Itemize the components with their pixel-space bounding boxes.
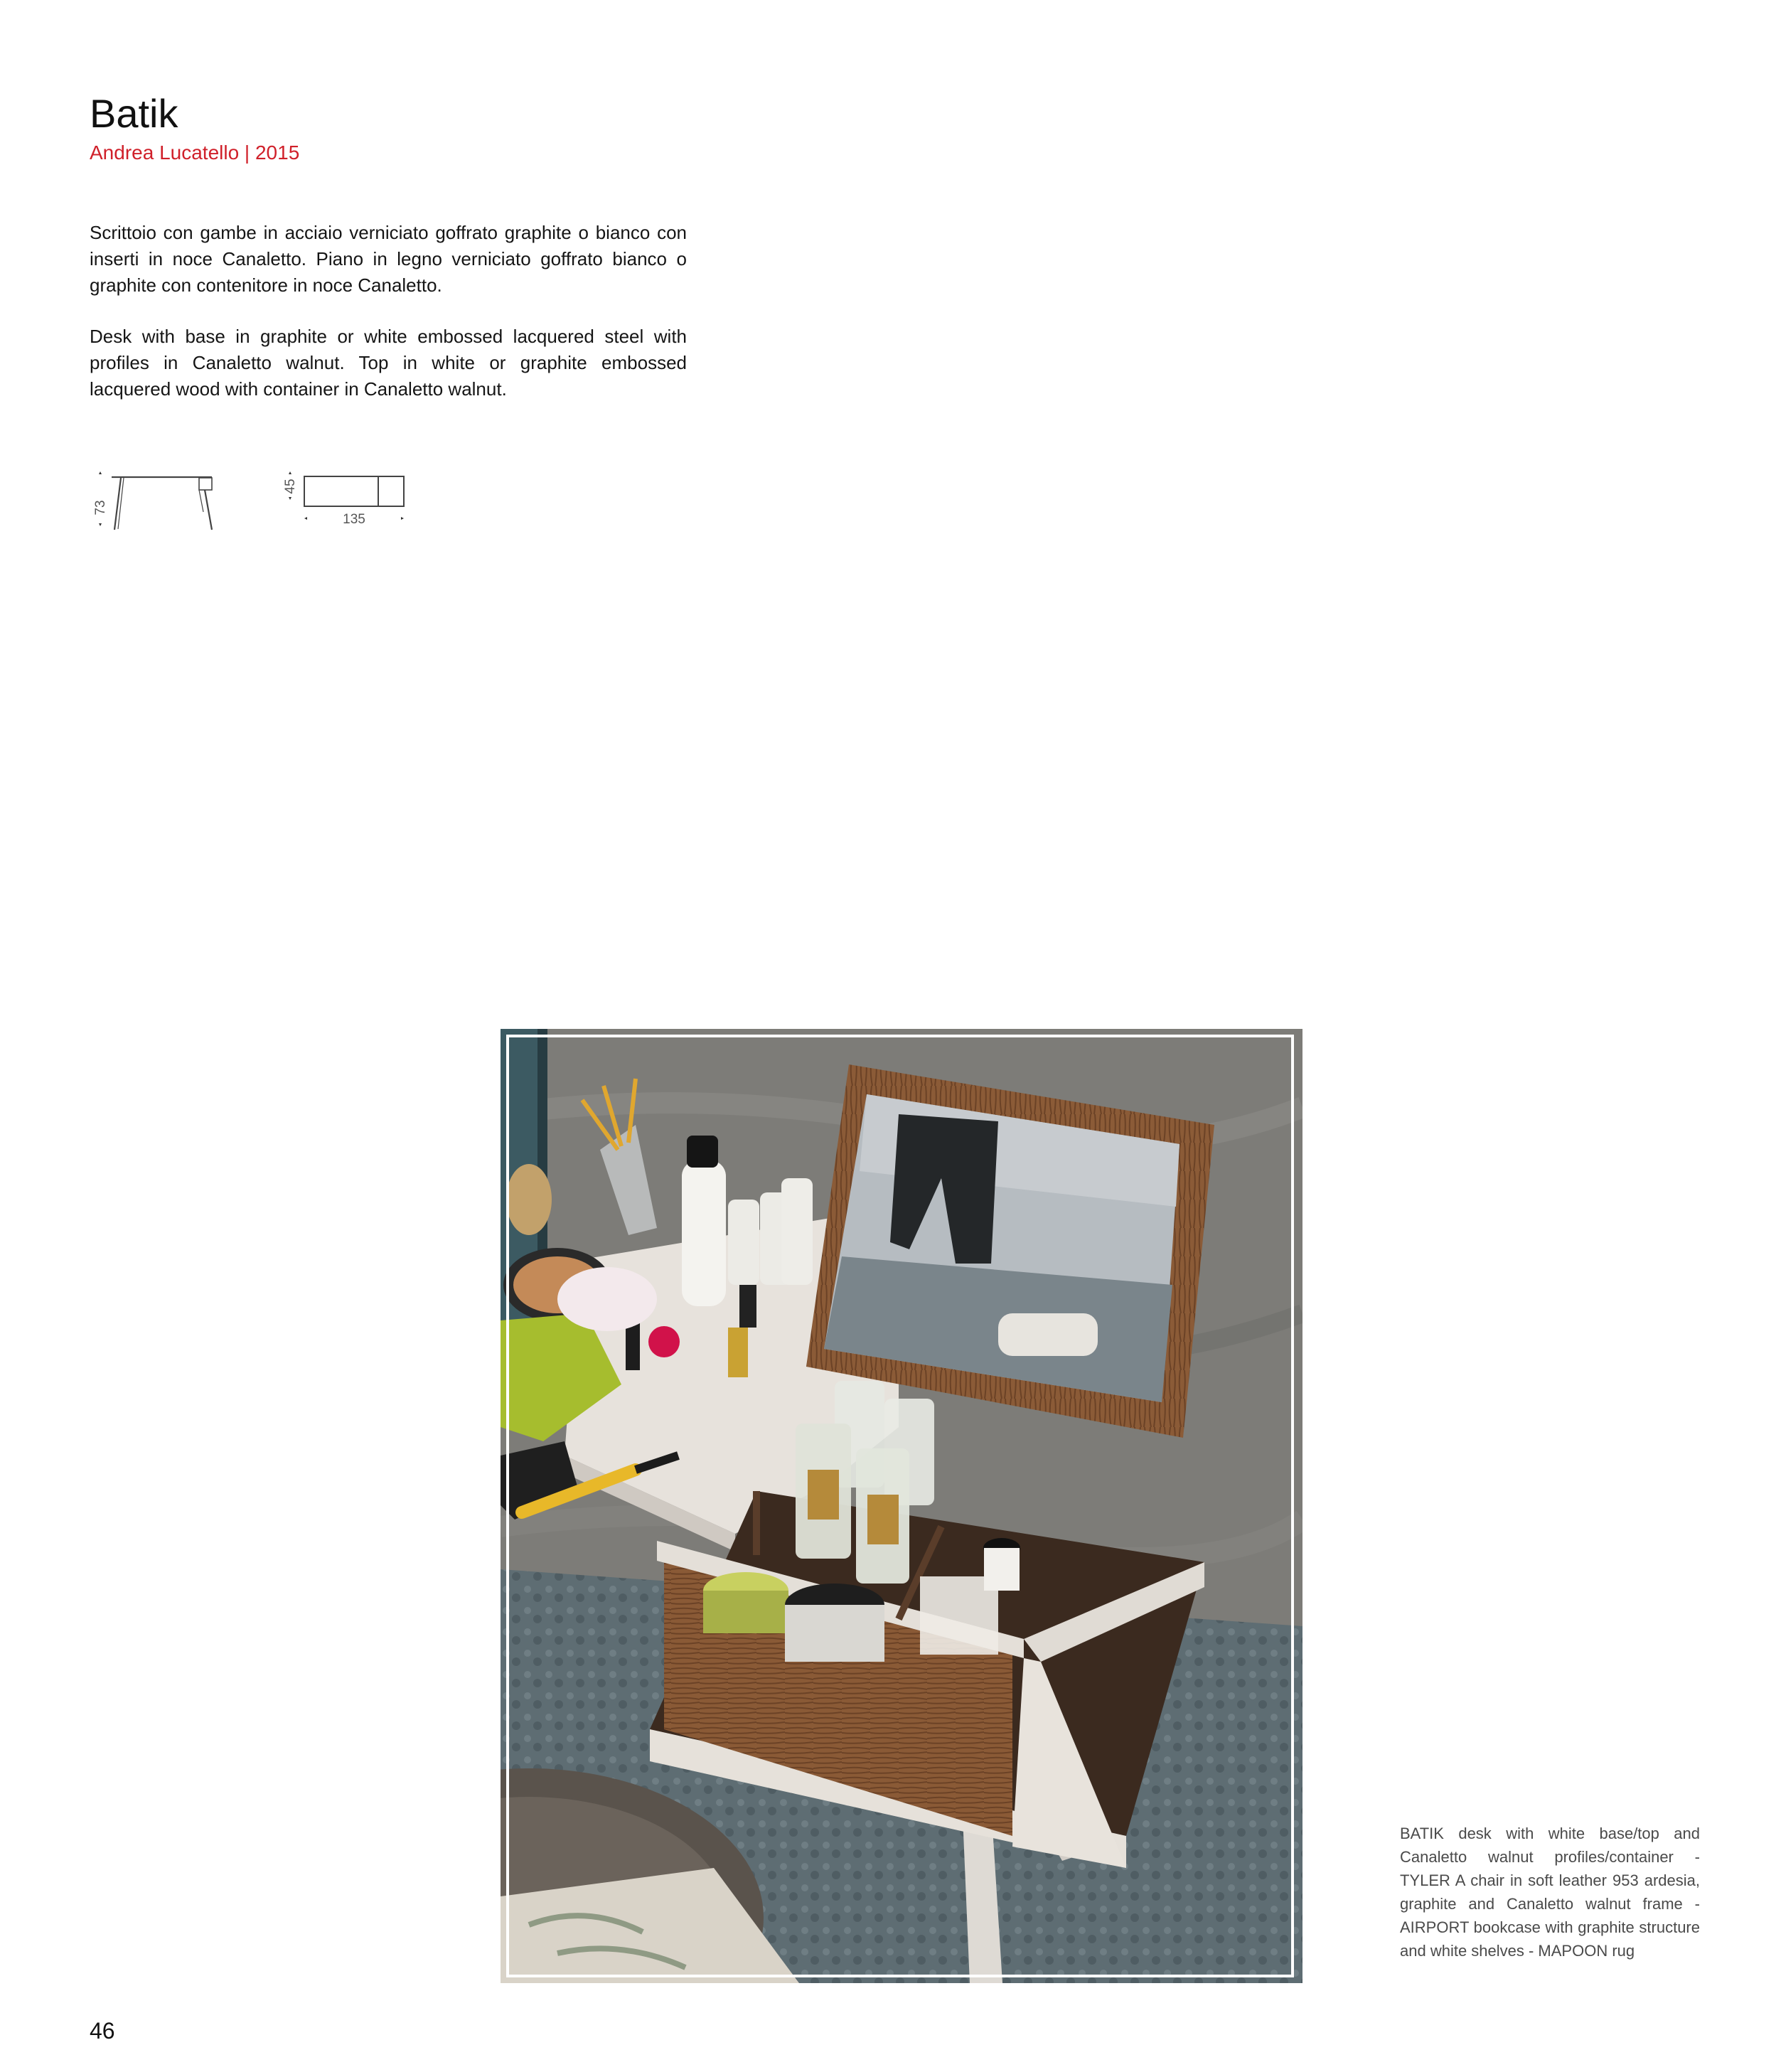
side-elevation-drawing	[85, 468, 228, 539]
product-photo	[501, 1029, 1302, 1983]
dimension-width: 135	[343, 512, 365, 527]
dimension-height: 73	[93, 500, 108, 516]
description-italian: Scrittoio con gambe in acciaio verniciato goffrato graphite o bianco con inserti in noce Canaletto. Piano in legno verniciato goffrato bianco o graphite con contenitore in noce Canaletto.	[90, 222, 687, 296]
description-english: Desk with base in graphite or white embossed lacquered steel with profiles in Canaletto walnut. Top in white or graphite embossed lacquered wood with container in Canaletto walnut.	[90, 326, 687, 400]
plan-view-drawing	[283, 468, 411, 539]
designer-year: Andrea Lucatello | 2015	[90, 141, 300, 164]
desk-scene-illustration	[501, 1029, 1302, 1983]
page-number: 46	[90, 2018, 115, 2044]
photo-caption: BATIK desk with white base/top and Canaletto walnut profiles/container - TYLER A chair in soft leather 953 ardesia, graphite and Canaletto walnut frame - AIRPORT bookcase with graphite structure and white shelves - MAPOON rug	[1400, 1825, 1700, 1960]
dimension-depth: 45	[283, 479, 298, 494]
product-title: Batik	[90, 91, 178, 136]
